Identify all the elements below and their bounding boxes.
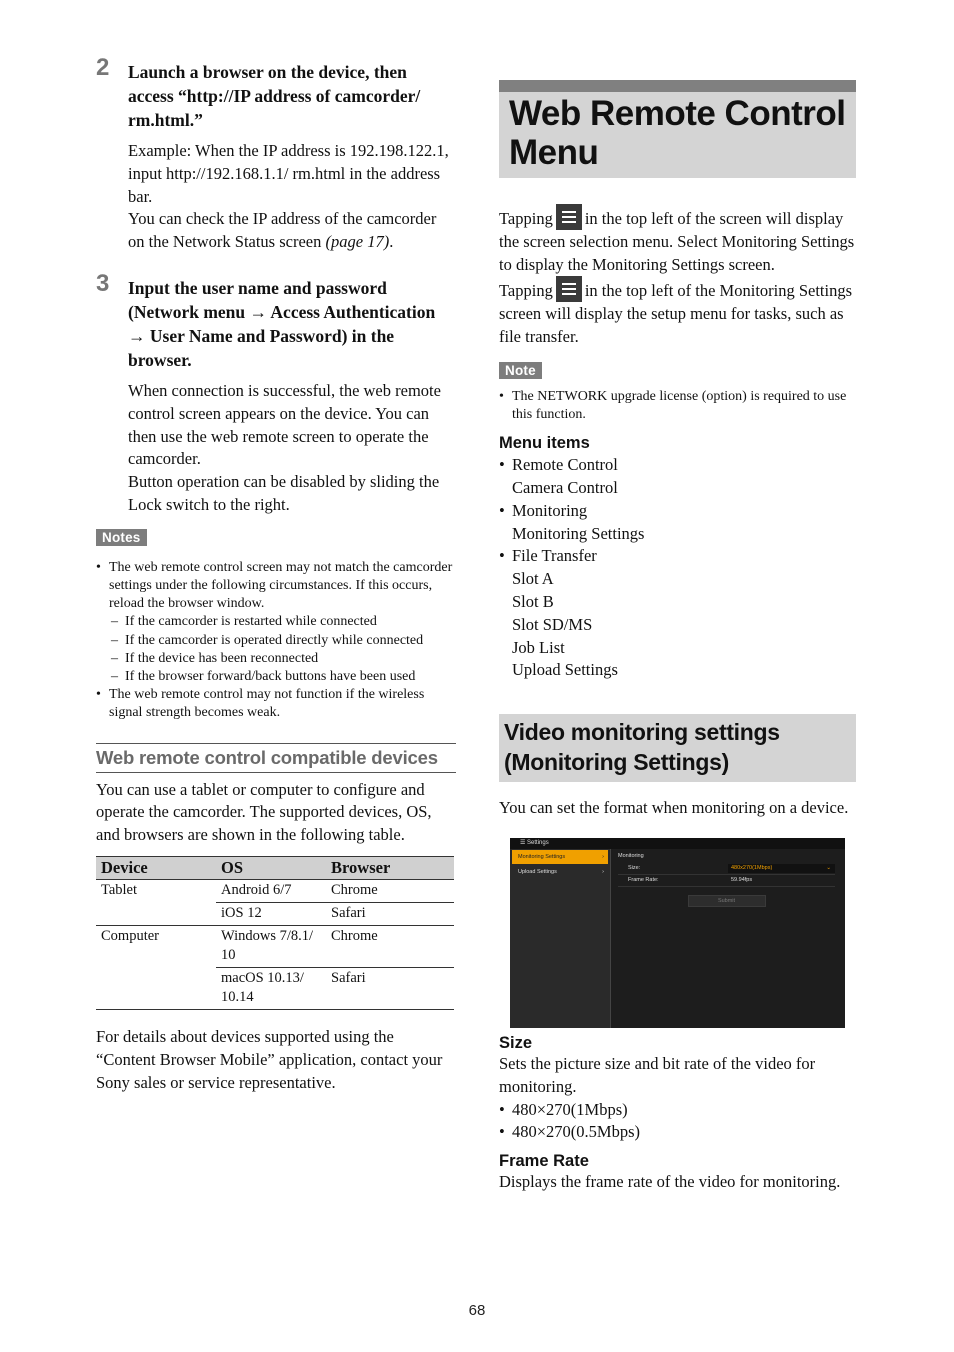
frame-rate-row: Frame Rate: 59.94fps — [618, 875, 835, 887]
table-row — [96, 967, 454, 1009]
compat-intro: You can use a tablet or computer to configure and operate the camcorder. The supported devices, OS, and browsers are shown in the following table. — [96, 779, 432, 845]
note-subitem: – If the device has been reconnected — [109, 650, 456, 668]
menu-item: Slot B — [512, 591, 554, 611]
size-options-list — [499, 1099, 856, 1145]
compat-footer: For details about devices supported using the “Content Browser Mobile” application, contact your Sony sales or service representative. — [96, 1026, 443, 1092]
note-item: • The web remote control may not function if the wireless signal strength becomes weak. — [96, 686, 456, 722]
screen-main — [618, 853, 835, 907]
size-row: Size: 480x270(1Mbps) ⌄ — [618, 863, 835, 875]
table-cell: Tablet — [101, 881, 138, 898]
menu-item: • File Transfer — [499, 545, 856, 568]
compat-section — [96, 743, 456, 1095]
step-text: Example: When the IP address is 192.198.122.1, input http://192.168.1.1/ rm.html in the address bar. — [128, 141, 449, 206]
menu-item: Monitoring Settings — [512, 523, 645, 543]
col-os: OS — [216, 856, 326, 879]
size-heading: Size — [499, 1033, 533, 1052]
menu-icon — [556, 204, 582, 230]
screen-sidebar — [510, 849, 611, 1028]
table-cell: Chrome — [326, 879, 454, 902]
menu-item: • Monitoring — [499, 500, 856, 523]
sidebar-item-upload-settings: Upload Settings › — [518, 868, 604, 875]
menu-item: Slot A — [512, 569, 554, 589]
step-text: You can check the IP address of the camcorder on the Network Status screen (page 17). — [128, 209, 437, 252]
chevron-down-icon: ⌄ — [826, 864, 831, 871]
notes-badge: Notes — [96, 529, 147, 546]
section-heading: Web remote control compatible devices — [96, 743, 456, 773]
step-title: Launch a browser on the device, then access “http://IP address of camcorder/ rm.html.” — [128, 62, 421, 130]
table-cell: Computer — [101, 927, 159, 944]
table-cell: macOS 10.13/ 10.14 — [216, 967, 326, 1009]
note-subitem: – If the browser forward/back buttons have been used — [109, 668, 456, 686]
table-cell: Android 6/7 — [216, 879, 326, 902]
table-cell: Windows 7/8.1/ 10 — [216, 925, 326, 967]
list-item: • 480×270(0.5Mbps) — [499, 1121, 856, 1144]
note-subitem: – If the camcorder is operated directly while connected — [109, 632, 456, 650]
size-select: 480x270(1Mbps) ⌄ — [728, 864, 835, 873]
note-item: • The web remote control screen may not match the camcorder settings under the following circumstances. If this occurs, reload the browser window. – If the camcorder is restarted while connected – If the camcorder is operated directly while connected – If the device has been reconnected – If the browser forward/back buttons have been used — [96, 559, 456, 686]
table-cell: Safari — [326, 967, 454, 1009]
table-row — [96, 902, 454, 925]
table-row — [96, 879, 454, 902]
list-item: • 480×270(1Mbps) — [499, 1099, 856, 1122]
step-number: 2 — [96, 54, 110, 81]
screen-title-bar: ☰ Settings — [510, 838, 845, 849]
step-number: 3 — [96, 269, 110, 297]
menu-icon — [556, 276, 582, 302]
note-item: • The NETWORK upgrade license (option) is required to use this function. — [499, 388, 856, 424]
settings-screenshot — [510, 838, 845, 1028]
table-cell: Safari — [326, 902, 454, 925]
size-text: Sets the picture size and bit rate of the video for monitoring. — [499, 1053, 816, 1096]
frame-rate-text: Displays the frame rate of the video for monitoring. — [499, 1172, 841, 1192]
note-badge: Note — [499, 362, 542, 379]
video-section-box — [499, 714, 856, 782]
right-column — [499, 80, 856, 1194]
page-number: 68 — [468, 1302, 486, 1319]
page-title: Web Remote Control Menu — [509, 94, 846, 172]
notes-list — [499, 388, 856, 424]
menu-item: Upload Settings — [512, 660, 618, 680]
sidebar-item-monitoring-settings: Monitoring Settings › — [512, 850, 608, 864]
menu-item: Camera Control — [512, 477, 618, 497]
video-intro: You can set the format when monitoring on a device. — [499, 798, 849, 818]
step-3 — [96, 269, 456, 517]
section-heading: Video monitoring settings (Monitoring Settings) — [504, 719, 780, 776]
note-subitem: – If the camcorder is restarted while connected — [109, 613, 456, 631]
step-title: Input the user name and password (Network menu → Access Authentication → User Name and Password) in the browser. — [128, 277, 436, 370]
menu-items-list — [499, 454, 856, 682]
note-sublist — [109, 613, 456, 686]
menu-icon: ☰ — [520, 839, 528, 846]
col-device: Device — [96, 856, 216, 879]
note-section — [499, 362, 856, 424]
notes-list — [96, 559, 456, 723]
table-header-row — [96, 856, 454, 879]
menu-item: • Remote Control — [499, 454, 856, 477]
frame-rate-value: 59.94fps — [731, 876, 753, 883]
step-text: Button operation can be disabled by sliding the Lock switch to the right. — [128, 472, 440, 514]
table-cell: Chrome — [326, 925, 454, 967]
page-title-box — [499, 80, 856, 178]
menu-items-heading: Menu items — [499, 434, 590, 453]
intro-paragraph: Tapping in the top left of the screen will display the screen selection menu. Select Monitoring Settings to display the Monitoring Settings screen. — [499, 204, 856, 276]
step-text: When connection is successful, the web remote control screen appears on the device. You can then use the web remote screen to operate the camcorder. — [128, 380, 441, 469]
intro-paragraph: Tapping in the top left of the Monitoring Settings screen will display the setup menu for tasks, such as file transfer. — [499, 276, 856, 348]
table-row — [96, 925, 454, 967]
table-cell — [96, 902, 216, 925]
screen-section-title: Monitoring — [618, 852, 644, 859]
notes-section — [96, 529, 456, 723]
devices-table — [96, 856, 454, 1010]
left-column — [96, 54, 456, 1094]
frame-rate-heading: Frame Rate — [499, 1152, 589, 1171]
page-reference: (page 17) — [325, 232, 390, 252]
table-cell: iOS 12 — [216, 902, 326, 925]
submit-button: Submit — [688, 895, 766, 907]
col-browser: Browser — [326, 856, 454, 879]
step-2 — [96, 54, 456, 254]
menu-item: Job List — [512, 637, 565, 657]
menu-item: Slot SD/MS — [512, 614, 593, 634]
table-cell — [96, 967, 216, 1009]
